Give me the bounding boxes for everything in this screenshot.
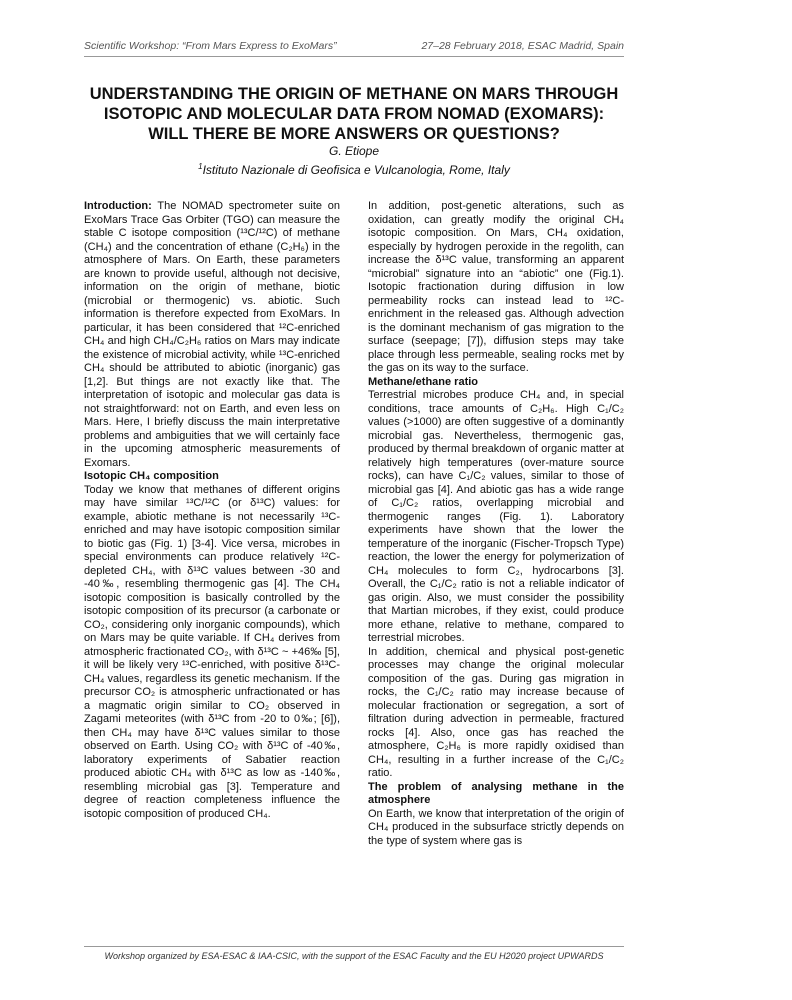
header-right: 27–28 February 2018, ESAC Madrid, Spain [421, 40, 624, 52]
footer: Workshop organized by ESA-ESAC & IAA-CSIC, with the support of the ESAC Faculty and the EU H2020 project UPWARDS [104, 951, 604, 961]
title-line-2: ISOTOPIC AND MOLECULAR DATA FROM NOMAD (EXOMARS): [103, 105, 605, 123]
problem-heading: The problem of analysing methane in the atmosphere [368, 780, 624, 806]
header-left: Scientific Workshop: “From Mars Express to ExoMars” [84, 40, 337, 52]
introduction-paragraph [84, 200, 340, 470]
footer-rule [84, 946, 624, 947]
affiliation-text: Istituto Nazionale di Geofisica e Vulcanologia, Rome, Italy [202, 163, 510, 177]
introduction-text: The NOMAD spectrometer suite on ExoMars Trace Gas Orbiter (TGO) can measure the stable C isotope composition (¹³C/¹²C) of methane (CH₄) and the concentration of ethane (C₂H₆) in the atmosphere of Mars. On Earth, these parameters are known to provide useful, although not decisive, information on the origin of methane, biotic (microbial or thermogenic) vs. abiotic. Such information is therefore expected from ExoMars. In particular, it has been considered that ¹²C-enriched CH₄ and high CH₄/C₂H₆ ratios on Mars may indicate the existence of microbial activity, while ¹³C-enriched CH₄ should be attributed to abiotic (inorganic) gas [1,2]. But things are not exactly like that. The interpretation of isotopic and molecular gas data is not straightforward: not on Earth, and even less on Mars. Here, I briefly discuss the main interpretative problems and ambiguities that we will certainly face in the upcoming atmospheric measurements of Exomars. [84, 200, 340, 469]
running-header [84, 40, 624, 52]
author: G. Etiope [328, 144, 380, 158]
paper-title [84, 84, 624, 144]
header-rule [84, 56, 624, 57]
isotopic-heading: Isotopic CH₄ composition [84, 470, 219, 482]
affiliation-marker: 1 [198, 162, 203, 171]
alterations-paragraph: In addition, post-genetic alterations, such as oxidation, can greatly modify the original CH₄ isotopic composition. On Mars, CH₄ oxidation, especially by hydrogen peroxide in the regolith, can increase the δ¹³C value, transforming an apparent “microbial” signature into an “abiotic” one (Fig.1). Isotopic fractionation during diffusion in low permeability rocks can instead lead to ¹²C-enrichment in the released gas. Although advection is the dominant mechanism of gas migration to the surface (seepage; [7]), diffusion steps may take place through less permeable, sealing rocks met by the gas on its way to the surface. [368, 200, 624, 374]
problem-paragraph: On Earth, we know that interpretation of the origin of CH₄ produced in the subsurface strictly depends on the type of system where gas is [368, 807, 624, 847]
isotopic-paragraph: Today we know that methanes of different origins may have similar ¹³C/¹²C (or δ¹³C) values: for example, abiotic methane is not necessarily ¹³C-enriched and may have isotopic composition similar to biotic gas (Fig. 1) [3-4]. Vice versa, microbes in special environments can produce relatively ¹²C-depleted CH₄, with δ¹³C values between -30 and -40‰, resembling thermogenic gas [4]. The CH₄ isotopic composition is basically controlled by the isotopic composition of its precursor (a carbonate or CO₂, considering only inorganic compounds), which on Mars may be quite variable. If CH₄ derives from atmospheric fractionated CO₂, with δ¹³C ~ +46‰ [5], it will be likely very ¹³C-enriched, with positive δ¹³C-CH₄ values, regardless its genetic mechanism. If the precursor CO₂ is atmospheric unfractionated or has a magmatic origin similar to CO₂ observed in Zagami meteorites (with δ¹³C from -20 to 0‰; [6]), then CH₄ may have δ¹³C values similar to those observed on Earth. Using CO₂ with δ¹³C of -40‰, laboratory experiments of Sabatier reaction produced abiotic CH₄ with δ¹³C as low as -140‰, resembling microbial gas [3]. Temperature and degree of reaction completeness influence the isotopic composition of produced CH₄. [84, 483, 340, 820]
title-line-1: UNDERSTANDING THE ORIGIN OF METHANE ON MARS THROUGH [89, 85, 619, 103]
affiliation [84, 159, 624, 178]
left-column [84, 200, 340, 821]
title-line-3: WILL THERE BE MORE ANSWERS OR QUESTIONS? [148, 125, 560, 143]
ratio-paragraph-1: Terrestrial microbes produce CH₄ and, in special conditions, trace amounts of C₂H₆. High C₁/C₂ values (>1000) are often suggestive of a dominantly microbial gas. Nevertheless, thermogenic gas, produced by thermal breakdown of organic matter at relatively high temperatures (over-mature source rocks), can have C₁/C₂ values, similar to those of microbial gas [4]. And abiotic gas has a wide range of C₁/C₂ ratios, overlapping microbial and thermogenic ranges (Fig. 1). Laboratory experiments have shown that the lower the temperature of the inorganic (Fischer-Tropsch Type) reaction, the lower the energy for polymerization of CH₄ molecules to form C₂, hydrocarbons [3]. Overall, the C₁/C₂ ratio is not a reliable indicator of gas origin. Also, we must consider the possibility that Martian microbes, if they exist, could produce more ethane, relative to methane, compared to terrestrial microbes. [368, 389, 624, 644]
right-column [368, 200, 624, 848]
introduction-heading: Introduction: [84, 200, 152, 212]
ratio-paragraph-2: In addition, chemical and physical post-genetic processes may change the original molecular composition of the gas. During gas migration in rocks, the C₁/C₂ ratio may increase because of molecular fractionation or segregation, a sort of filtration during advection in permeable, fractured rocks [4]. Also, once gas has reached the atmosphere, C₂H₆ is more rapidly oxidised than CH₄, resulting in a further increase of the C₁/C₂ ratio. [368, 645, 624, 779]
ratio-heading: Methane/ethane ratio [368, 375, 479, 388]
